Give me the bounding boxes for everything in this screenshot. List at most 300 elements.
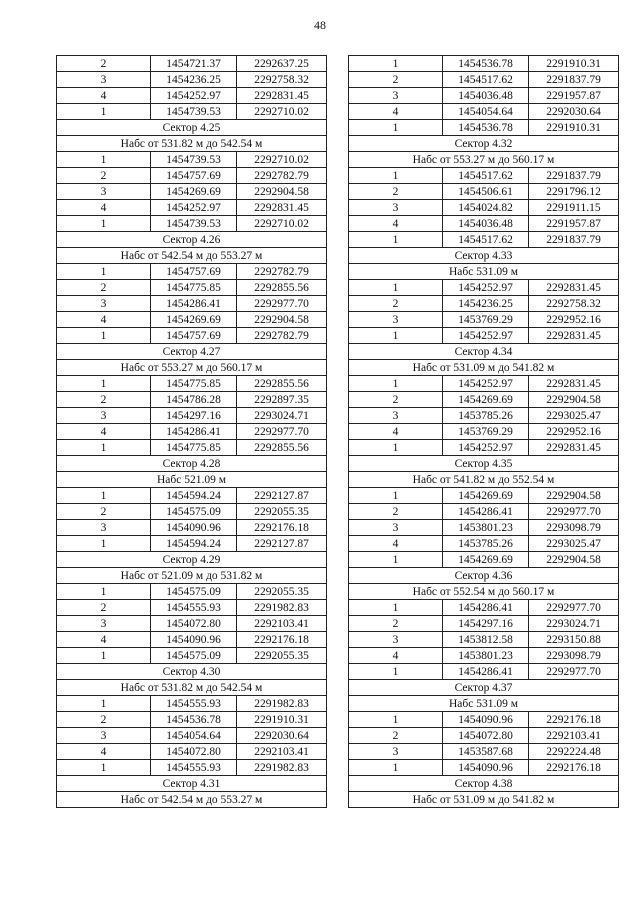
y-coordinate: 2292055.35 [237, 504, 327, 520]
y-coordinate: 2292637.25 [237, 56, 327, 72]
sector-header: Набс от 521.09 м до 531.82 м [57, 568, 327, 584]
x-coordinate: 1454739.53 [151, 152, 237, 168]
coordinate-row [57, 376, 327, 392]
sector-header-row [57, 456, 327, 472]
y-coordinate: 2291982.83 [237, 600, 327, 616]
coordinate-row [57, 584, 327, 600]
y-coordinate: 2291910.31 [529, 56, 619, 72]
x-coordinate: 1454286.41 [443, 664, 529, 680]
point-number: 1 [57, 152, 151, 168]
coordinate-row [57, 408, 327, 424]
sector-header: Набс 531.09 м [349, 696, 619, 712]
y-coordinate: 2292176.18 [237, 520, 327, 536]
x-coordinate: 1454054.64 [443, 104, 529, 120]
point-number: 2 [57, 392, 151, 408]
sector-header-row [349, 152, 619, 168]
y-coordinate: 2292127.87 [237, 536, 327, 552]
y-coordinate: 2292904.58 [237, 312, 327, 328]
y-coordinate: 2292831.45 [237, 200, 327, 216]
x-coordinate: 1454594.24 [151, 536, 237, 552]
y-coordinate: 2292855.56 [237, 376, 327, 392]
x-coordinate: 1454775.85 [151, 440, 237, 456]
coordinate-row [349, 520, 619, 536]
y-coordinate: 2292758.32 [529, 296, 619, 312]
point-number: 1 [349, 232, 443, 248]
coordinate-row [57, 504, 327, 520]
sector-header: Сектор 4.28 [57, 456, 327, 472]
y-coordinate: 2291837.79 [529, 72, 619, 88]
x-coordinate: 1454517.62 [443, 232, 529, 248]
coordinate-row [57, 488, 327, 504]
y-coordinate: 2291982.83 [237, 696, 327, 712]
x-coordinate: 1454269.69 [443, 392, 529, 408]
x-coordinate: 1454536.78 [151, 712, 237, 728]
left-table-body [57, 56, 327, 808]
y-coordinate: 2292831.45 [529, 280, 619, 296]
x-coordinate: 1454236.25 [151, 72, 237, 88]
point-number: 3 [57, 72, 151, 88]
coordinate-row [57, 280, 327, 296]
x-coordinate: 1453785.26 [443, 536, 529, 552]
y-coordinate: 2292952.16 [529, 424, 619, 440]
sector-header-row [349, 776, 619, 792]
y-coordinate: 2292977.70 [237, 296, 327, 312]
x-coordinate: 1454286.41 [151, 296, 237, 312]
right-table-body [349, 56, 619, 808]
sector-header: Набс от 531.82 м до 542.54 м [57, 680, 327, 696]
y-coordinate: 2293024.71 [237, 408, 327, 424]
coordinate-row [349, 536, 619, 552]
y-coordinate: 2293098.79 [529, 648, 619, 664]
x-coordinate: 1454739.53 [151, 216, 237, 232]
sector-header-row [349, 264, 619, 280]
sector-header: Набс от 542.54 м до 553.27 м [57, 792, 327, 808]
x-coordinate: 1454269.69 [151, 184, 237, 200]
y-coordinate: 2292758.32 [237, 72, 327, 88]
y-coordinate: 2292055.35 [237, 584, 327, 600]
y-coordinate: 2292831.45 [529, 440, 619, 456]
coordinate-row [57, 424, 327, 440]
point-number: 2 [349, 616, 443, 632]
coordinate-row [349, 88, 619, 104]
coordinate-row [57, 200, 327, 216]
y-coordinate: 2292224.48 [529, 744, 619, 760]
x-coordinate: 1453769.29 [443, 312, 529, 328]
sector-header: Сектор 4.37 [349, 680, 619, 696]
x-coordinate: 1454252.97 [443, 376, 529, 392]
y-coordinate: 2292977.70 [529, 504, 619, 520]
y-coordinate: 2293098.79 [529, 520, 619, 536]
y-coordinate: 2292710.02 [237, 216, 327, 232]
coordinate-row [57, 104, 327, 120]
x-coordinate: 1454269.69 [443, 488, 529, 504]
point-number: 3 [57, 408, 151, 424]
point-number: 1 [57, 376, 151, 392]
coordinate-row [349, 72, 619, 88]
sector-header: Сектор 4.30 [57, 664, 327, 680]
sector-header-row [349, 344, 619, 360]
x-coordinate: 1454090.96 [151, 520, 237, 536]
coordinate-row [57, 520, 327, 536]
point-number: 3 [349, 312, 443, 328]
x-coordinate: 1454786.28 [151, 392, 237, 408]
x-coordinate: 1454575.09 [151, 504, 237, 520]
point-number: 3 [57, 728, 151, 744]
point-number: 1 [349, 120, 443, 136]
x-coordinate: 1454555.93 [151, 600, 237, 616]
sector-header: Сектор 4.32 [349, 136, 619, 152]
sector-header-row [349, 136, 619, 152]
y-coordinate: 2292904.58 [529, 488, 619, 504]
coordinate-row [57, 744, 327, 760]
y-coordinate: 2292952.16 [529, 312, 619, 328]
sector-header-row [349, 248, 619, 264]
x-coordinate: 1454090.96 [151, 632, 237, 648]
x-coordinate: 1454517.62 [443, 72, 529, 88]
point-number: 3 [349, 88, 443, 104]
y-coordinate: 2292103.41 [237, 744, 327, 760]
x-coordinate: 1454090.96 [443, 760, 529, 776]
y-coordinate: 2292103.41 [529, 728, 619, 744]
y-coordinate: 2292176.18 [529, 712, 619, 728]
sector-header: Набс от 553.27 м до 560.17 м [349, 152, 619, 168]
coordinate-row [57, 712, 327, 728]
coordinate-row [349, 664, 619, 680]
sector-header-row [57, 792, 327, 808]
coordinate-row [57, 312, 327, 328]
sector-header: Сектор 4.33 [349, 248, 619, 264]
y-coordinate: 2291982.83 [237, 760, 327, 776]
x-coordinate: 1454252.97 [443, 328, 529, 344]
x-coordinate: 1454252.97 [443, 280, 529, 296]
y-coordinate: 2292782.79 [237, 168, 327, 184]
point-number: 1 [57, 760, 151, 776]
sector-header-row [57, 136, 327, 152]
x-coordinate: 1454775.85 [151, 376, 237, 392]
point-number: 3 [57, 520, 151, 536]
point-number: 1 [349, 488, 443, 504]
coordinate-row [349, 632, 619, 648]
sector-header: Набс от 552.54 м до 560.17 м [349, 584, 619, 600]
sector-header: Набс от 531.82 м до 542.54 м [57, 136, 327, 152]
point-number: 1 [349, 552, 443, 568]
y-coordinate: 2292127.87 [237, 488, 327, 504]
point-number: 3 [349, 632, 443, 648]
sector-header-row [349, 696, 619, 712]
point-number: 3 [349, 744, 443, 760]
coordinate-row [349, 104, 619, 120]
coordinate-row [349, 488, 619, 504]
coordinate-row [349, 216, 619, 232]
y-coordinate: 2292904.58 [529, 552, 619, 568]
y-coordinate: 2293025.47 [529, 408, 619, 424]
coordinate-row [349, 120, 619, 136]
coordinate-row [349, 760, 619, 776]
coordinate-row [349, 600, 619, 616]
point-number: 4 [57, 312, 151, 328]
coordinate-row [349, 424, 619, 440]
x-coordinate: 1454536.78 [443, 56, 529, 72]
coordinate-row [349, 56, 619, 72]
y-coordinate: 2292055.35 [237, 648, 327, 664]
point-number: 2 [57, 280, 151, 296]
y-coordinate: 2292977.70 [529, 664, 619, 680]
sector-header: Набс 521.09 м [57, 472, 327, 488]
point-number: 1 [349, 600, 443, 616]
sector-header: Сектор 4.36 [349, 568, 619, 584]
y-coordinate: 2292782.79 [237, 264, 327, 280]
x-coordinate: 1454252.97 [443, 440, 529, 456]
y-coordinate: 2292030.64 [237, 728, 327, 744]
y-coordinate: 2292030.64 [529, 104, 619, 120]
x-coordinate: 1454252.97 [151, 200, 237, 216]
y-coordinate: 2292782.79 [237, 328, 327, 344]
y-coordinate: 2292176.18 [237, 632, 327, 648]
sector-header: Сектор 4.29 [57, 552, 327, 568]
x-coordinate: 1454252.97 [151, 88, 237, 104]
point-number: 1 [349, 712, 443, 728]
x-coordinate: 1454775.85 [151, 280, 237, 296]
y-coordinate: 2293150.88 [529, 632, 619, 648]
sector-header-row [57, 360, 327, 376]
x-coordinate: 1454036.48 [443, 216, 529, 232]
sector-header: Сектор 4.35 [349, 456, 619, 472]
point-number: 1 [57, 488, 151, 504]
sector-header-row [349, 456, 619, 472]
point-number: 2 [349, 728, 443, 744]
coordinate-row [57, 696, 327, 712]
point-number: 2 [349, 504, 443, 520]
coordinate-row [57, 168, 327, 184]
point-number: 2 [57, 56, 151, 72]
x-coordinate: 1454054.64 [151, 728, 237, 744]
coordinate-row [349, 440, 619, 456]
sector-header-row [57, 472, 327, 488]
sector-header-row [349, 568, 619, 584]
coordinate-row [57, 328, 327, 344]
point-number: 3 [57, 296, 151, 312]
x-coordinate: 1454555.93 [151, 760, 237, 776]
coordinate-row [349, 296, 619, 312]
sector-header-row [349, 680, 619, 696]
sector-header-row [349, 472, 619, 488]
right-coordinates-table [348, 55, 619, 808]
x-coordinate: 1454024.82 [443, 200, 529, 216]
x-coordinate: 1454072.80 [151, 616, 237, 632]
y-coordinate: 2292831.45 [529, 376, 619, 392]
point-number: 1 [349, 56, 443, 72]
coordinate-row [349, 312, 619, 328]
coordinate-row [57, 264, 327, 280]
coordinate-row [349, 168, 619, 184]
point-number: 1 [349, 376, 443, 392]
sector-header: Набс от 541.82 м до 552.54 м [349, 472, 619, 488]
point-number: 1 [57, 696, 151, 712]
point-number: 2 [349, 72, 443, 88]
y-coordinate: 2292904.58 [529, 392, 619, 408]
sector-header-row [57, 664, 327, 680]
x-coordinate: 1454072.80 [443, 728, 529, 744]
coordinate-row [57, 216, 327, 232]
sector-header: Сектор 4.34 [349, 344, 619, 360]
sector-header-row [57, 568, 327, 584]
sector-header-row [57, 552, 327, 568]
coordinate-row [349, 280, 619, 296]
sector-header: Набс от 553.27 м до 560.17 м [57, 360, 327, 376]
y-coordinate: 2292176.18 [529, 760, 619, 776]
sector-header-row [57, 776, 327, 792]
x-coordinate: 1454757.69 [151, 328, 237, 344]
coordinate-row [349, 232, 619, 248]
coordinate-row [349, 184, 619, 200]
point-number: 4 [57, 424, 151, 440]
sector-header: Сектор 4.31 [57, 776, 327, 792]
coordinate-row [57, 648, 327, 664]
x-coordinate: 1454517.62 [443, 168, 529, 184]
y-coordinate: 2293024.71 [529, 616, 619, 632]
point-number: 4 [57, 88, 151, 104]
point-number: 1 [57, 264, 151, 280]
sector-header-row [57, 248, 327, 264]
x-coordinate: 1453769.29 [443, 424, 529, 440]
point-number: 2 [349, 184, 443, 200]
coordinate-row [57, 760, 327, 776]
x-coordinate: 1454575.09 [151, 648, 237, 664]
coordinate-row [57, 72, 327, 88]
point-number: 4 [349, 424, 443, 440]
coordinate-row [57, 88, 327, 104]
x-coordinate: 1454536.78 [443, 120, 529, 136]
sector-header: Набс от 531.09 м до 541.82 м [349, 360, 619, 376]
point-number: 1 [349, 664, 443, 680]
x-coordinate: 1454297.16 [443, 616, 529, 632]
sector-header-row [57, 680, 327, 696]
point-number: 4 [57, 632, 151, 648]
x-coordinate: 1453587.68 [443, 744, 529, 760]
coordinate-row [349, 504, 619, 520]
y-coordinate: 2292977.70 [529, 600, 619, 616]
point-number: 1 [57, 328, 151, 344]
point-number: 1 [57, 104, 151, 120]
coordinate-row [349, 728, 619, 744]
coordinate-row [349, 200, 619, 216]
x-coordinate: 1454575.09 [151, 584, 237, 600]
sector-header-row [57, 344, 327, 360]
point-number: 1 [57, 536, 151, 552]
sector-header: Набс от 531.09 м до 541.82 м [349, 792, 619, 808]
x-coordinate: 1453801.23 [443, 648, 529, 664]
x-coordinate: 1454594.24 [151, 488, 237, 504]
sector-header: Сектор 4.25 [57, 120, 327, 136]
x-coordinate: 1454072.80 [151, 744, 237, 760]
y-coordinate: 2293025.47 [529, 536, 619, 552]
point-number: 2 [57, 168, 151, 184]
sector-header: Набс от 542.54 м до 553.27 м [57, 248, 327, 264]
point-number: 4 [57, 200, 151, 216]
y-coordinate: 2292977.70 [237, 424, 327, 440]
point-number: 3 [349, 200, 443, 216]
coordinate-row [349, 376, 619, 392]
x-coordinate: 1454757.69 [151, 264, 237, 280]
x-coordinate: 1454236.25 [443, 296, 529, 312]
point-number: 4 [349, 216, 443, 232]
point-number: 4 [57, 744, 151, 760]
coordinate-row [57, 56, 327, 72]
y-coordinate: 2291837.79 [529, 232, 619, 248]
coordinate-row [57, 616, 327, 632]
coordinate-row [57, 632, 327, 648]
coordinate-row [349, 552, 619, 568]
coordinate-row [57, 536, 327, 552]
sector-header: Сектор 4.26 [57, 232, 327, 248]
coordinate-row [57, 392, 327, 408]
sector-header-row [57, 232, 327, 248]
point-number: 2 [349, 392, 443, 408]
x-coordinate: 1454739.53 [151, 104, 237, 120]
coordinate-row [57, 728, 327, 744]
point-number: 2 [57, 600, 151, 616]
y-coordinate: 2292855.56 [237, 280, 327, 296]
point-number: 1 [349, 168, 443, 184]
point-number: 3 [57, 616, 151, 632]
point-number: 1 [57, 216, 151, 232]
x-coordinate: 1454269.69 [151, 312, 237, 328]
point-number: 1 [349, 440, 443, 456]
x-coordinate: 1454721.37 [151, 56, 237, 72]
sector-header-row [349, 360, 619, 376]
y-coordinate: 2291910.31 [529, 120, 619, 136]
point-number: 1 [57, 648, 151, 664]
point-number: 1 [349, 760, 443, 776]
x-coordinate: 1454297.16 [151, 408, 237, 424]
page-number: 48 [314, 18, 326, 32]
y-coordinate: 2291796.12 [529, 184, 619, 200]
y-coordinate: 2291957.87 [529, 216, 619, 232]
y-coordinate: 2291957.87 [529, 88, 619, 104]
sector-header-row [57, 120, 327, 136]
point-number: 4 [349, 648, 443, 664]
point-number: 3 [349, 408, 443, 424]
point-number: 1 [349, 280, 443, 296]
y-coordinate: 2292103.41 [237, 616, 327, 632]
y-coordinate: 2292904.58 [237, 184, 327, 200]
y-coordinate: 2292710.02 [237, 104, 327, 120]
coordinate-row [349, 648, 619, 664]
point-number: 2 [349, 296, 443, 312]
sector-header: Сектор 4.27 [57, 344, 327, 360]
coordinate-row [349, 408, 619, 424]
y-coordinate: 2291910.31 [237, 712, 327, 728]
x-coordinate: 1454555.93 [151, 696, 237, 712]
point-number: 3 [57, 184, 151, 200]
coordinate-row [57, 600, 327, 616]
coordinate-row [349, 744, 619, 760]
x-coordinate: 1454286.41 [443, 504, 529, 520]
y-coordinate: 2292831.45 [237, 88, 327, 104]
point-number: 1 [57, 584, 151, 600]
coordinate-row [57, 152, 327, 168]
coordinate-row [349, 712, 619, 728]
coordinate-row [57, 440, 327, 456]
y-coordinate: 2292831.45 [529, 328, 619, 344]
point-number: 2 [57, 504, 151, 520]
y-coordinate: 2292855.56 [237, 440, 327, 456]
left-coordinates-table [56, 55, 327, 808]
coordinate-row [349, 328, 619, 344]
y-coordinate: 2291837.79 [529, 168, 619, 184]
sector-header: Набс 531.09 м [349, 264, 619, 280]
coordinate-row [57, 296, 327, 312]
